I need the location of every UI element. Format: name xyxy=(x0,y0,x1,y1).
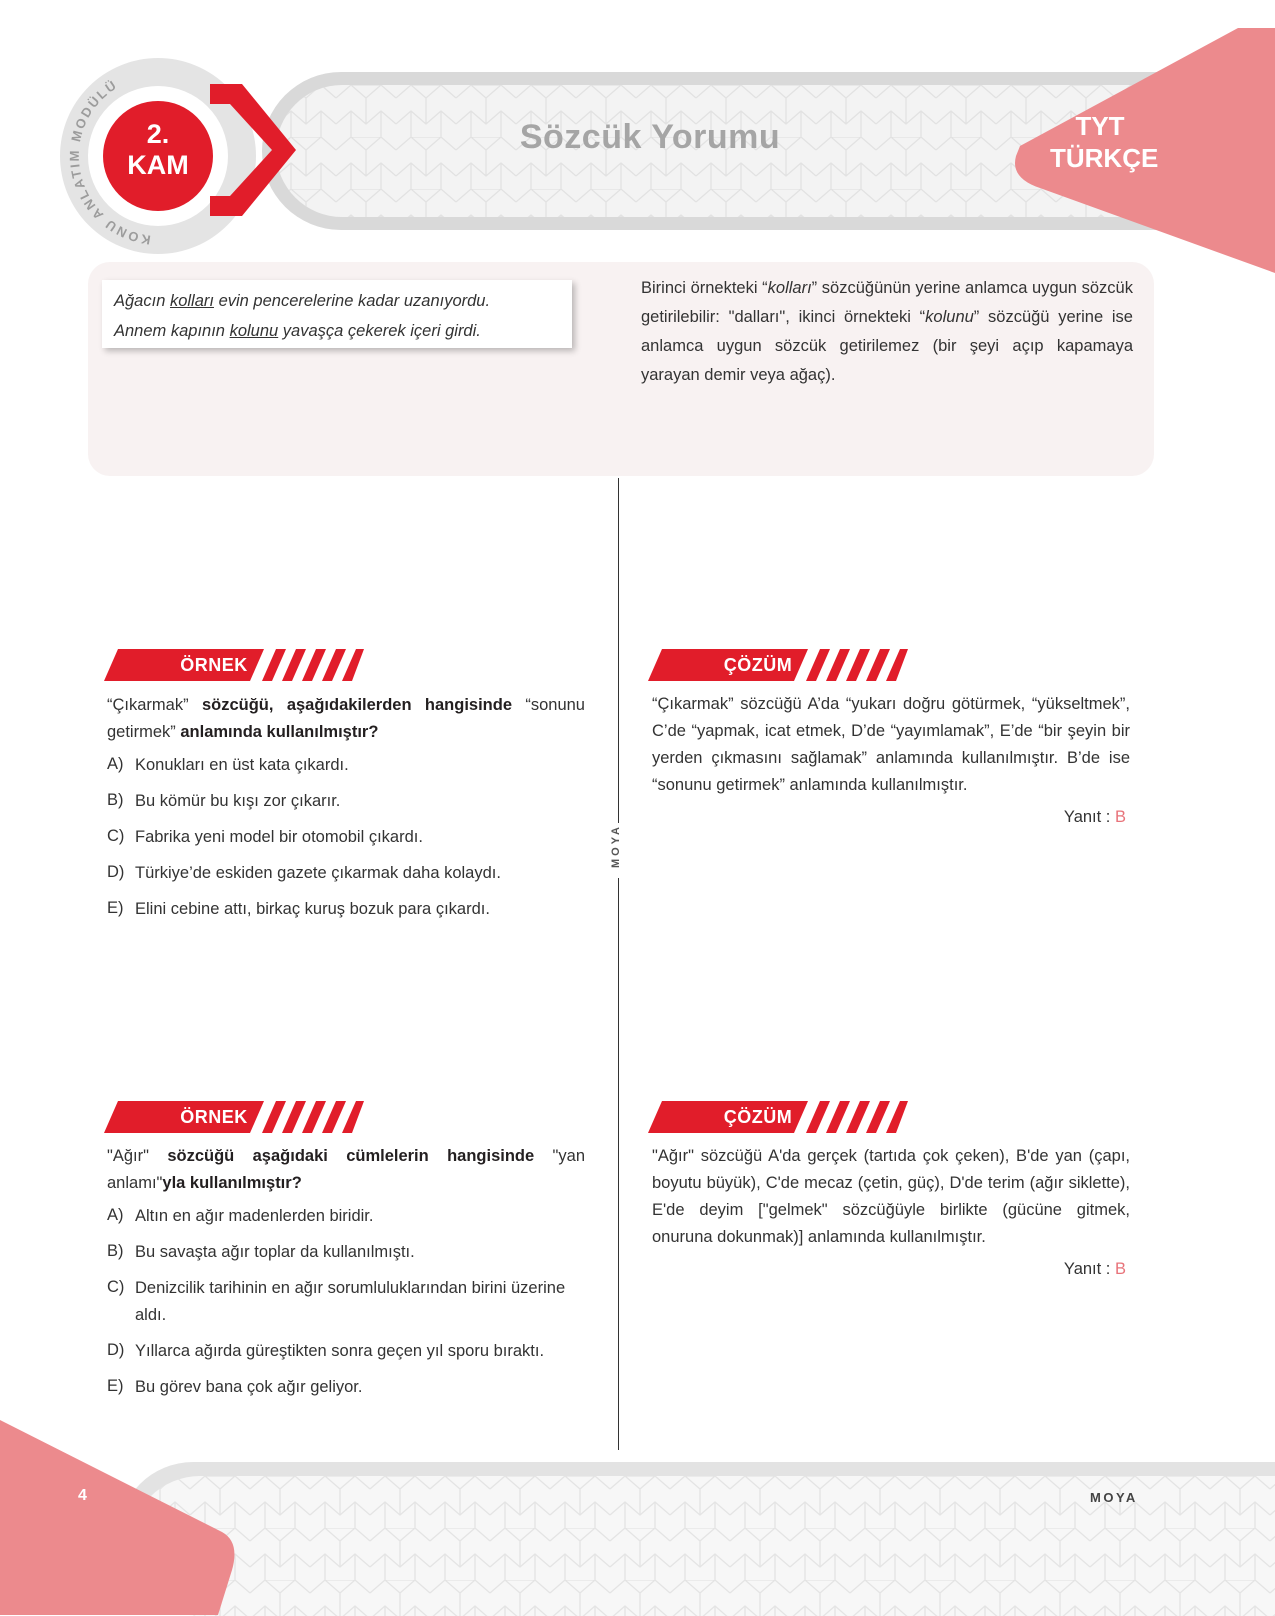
question-2-stem: "Ağır" sözcüğü aşağıdaki cümlelerin hangisinde "yan anlamı"yla kullanılmıştır? xyxy=(107,1147,586,1192)
subject-name: TÜRKÇE xyxy=(1050,143,1159,173)
question-1-options xyxy=(107,752,587,932)
example-banner xyxy=(104,649,364,683)
example-banner xyxy=(104,1101,364,1135)
banner-label: ÖRNEK xyxy=(180,1107,248,1127)
option-e[interactable]: E) Bu görev bana çok ağır geliyor. xyxy=(107,1377,363,1396)
intro-explanation: Birinci örnekteki “kolları” sözcüğünün yerine anlamca uygun sözcük getirilebilir: "dalları", ikinci örnekteki “kolunu” sözcüğü yerine ise anlamca uygun sözcük getirilemez (bir şeyi açıp kapamaya yarayan demir veya ağaç). xyxy=(641,279,1133,384)
chevron-right-icon xyxy=(200,84,310,234)
example-quote-card xyxy=(102,280,572,348)
option-d[interactable]: D) Türkiye’de eskiden gazete çıkarmak daha kolaydı. xyxy=(107,863,501,882)
option-a[interactable]: A) Konukları en üst kata çıkardı. xyxy=(107,755,349,774)
solution-banner xyxy=(648,649,908,683)
svg-text:KONU ANLATIM MODÜLÜ: KONU ANLATIM MODÜLÜ xyxy=(66,76,152,248)
exam-name: TYT xyxy=(1075,111,1125,141)
divider-brand: MOYA xyxy=(610,824,622,868)
page-title: Sözcük Yorumu xyxy=(519,118,781,156)
quote-line-1: Ağacın kolları evin pencerelerine kadar uzanıyordu. xyxy=(114,292,491,310)
quote-line-2: Annem kapının kolunu yavaşça çekerek içeri girdi. xyxy=(114,322,481,340)
solution-1-text: “Çıkarmak” sözcüğü A’da “yukarı doğru götürmek, “yükseltmek”, C’de “yapmak, icat etmek, D’de “yayımlamak”, E’de “bir şeyin bir yerden çıkmasını sağlamak” anlamında kullanılmıştır. B’de ise “sonunu getirmek” anlamında kullanılmıştır. xyxy=(652,695,1130,794)
solution-2-text: "Ağır" sözcüğü A'da gerçek (tartıda çok çeken), B'de yan (çapı, boyutu büyük), C'de mecaz (çetin, güç), D'de terim (ağır siklette), E'de deyim ["gelmek" sözcüğüyle birlikte (gücüne gitmek, onuruna dokunmak)] anlamında kullanılmıştır. xyxy=(652,1147,1130,1246)
footer-brand: MOYA xyxy=(1090,1490,1138,1505)
module-code: KAM xyxy=(127,150,189,180)
option-c[interactable]: C) Denizcilik tarihinin en ağır sorumluluklarından birini üzerine aldı. xyxy=(107,1278,566,1324)
option-c[interactable]: C) Fabrika yeni model bir otomobil çıkardı. xyxy=(107,827,423,846)
banner-label: ÇÖZÜM xyxy=(723,655,793,675)
underlined-word: kolları xyxy=(169,292,214,310)
banner-label: ÖRNEK xyxy=(180,655,248,675)
solution-banner xyxy=(648,1101,908,1135)
question-2-options xyxy=(107,1203,587,1410)
option-e[interactable]: E) Elini cebine attı, birkaç kuruş bozuk para çıkardı. xyxy=(107,899,490,918)
module-number: 2. xyxy=(146,119,170,149)
exam-label xyxy=(1050,110,1159,174)
option-d[interactable]: D) Yıllarca ağırda güreştikten sonra geçen yıl sporu bıraktı. xyxy=(107,1341,545,1360)
underlined-word: kolunu xyxy=(229,322,279,340)
option-a[interactable]: A) Altın en ağır madenlerden biridir. xyxy=(107,1206,374,1225)
solution-1-answer: Yanıt : B xyxy=(1063,808,1126,826)
column-divider xyxy=(618,878,619,1450)
module-badge xyxy=(103,101,213,211)
option-b[interactable]: B) Bu kömür bu kışı zor çıkarır. xyxy=(107,791,341,810)
banner-label: ÇÖZÜM xyxy=(723,1107,793,1127)
option-b[interactable]: B) Bu savaşta ağır toplar da kullanılmıştı. xyxy=(107,1242,415,1261)
page-number: 4 xyxy=(78,1487,87,1504)
footer-corner-shape xyxy=(0,1420,240,1615)
column-divider xyxy=(618,478,619,823)
question-1-stem: “Çıkarmak” sözcüğü, aşağıdakilerden hangisinde “sonunu getirmek” anlamında kullanılmıştır? xyxy=(107,696,585,741)
solution-2-answer: Yanıt : B xyxy=(1063,1260,1126,1278)
